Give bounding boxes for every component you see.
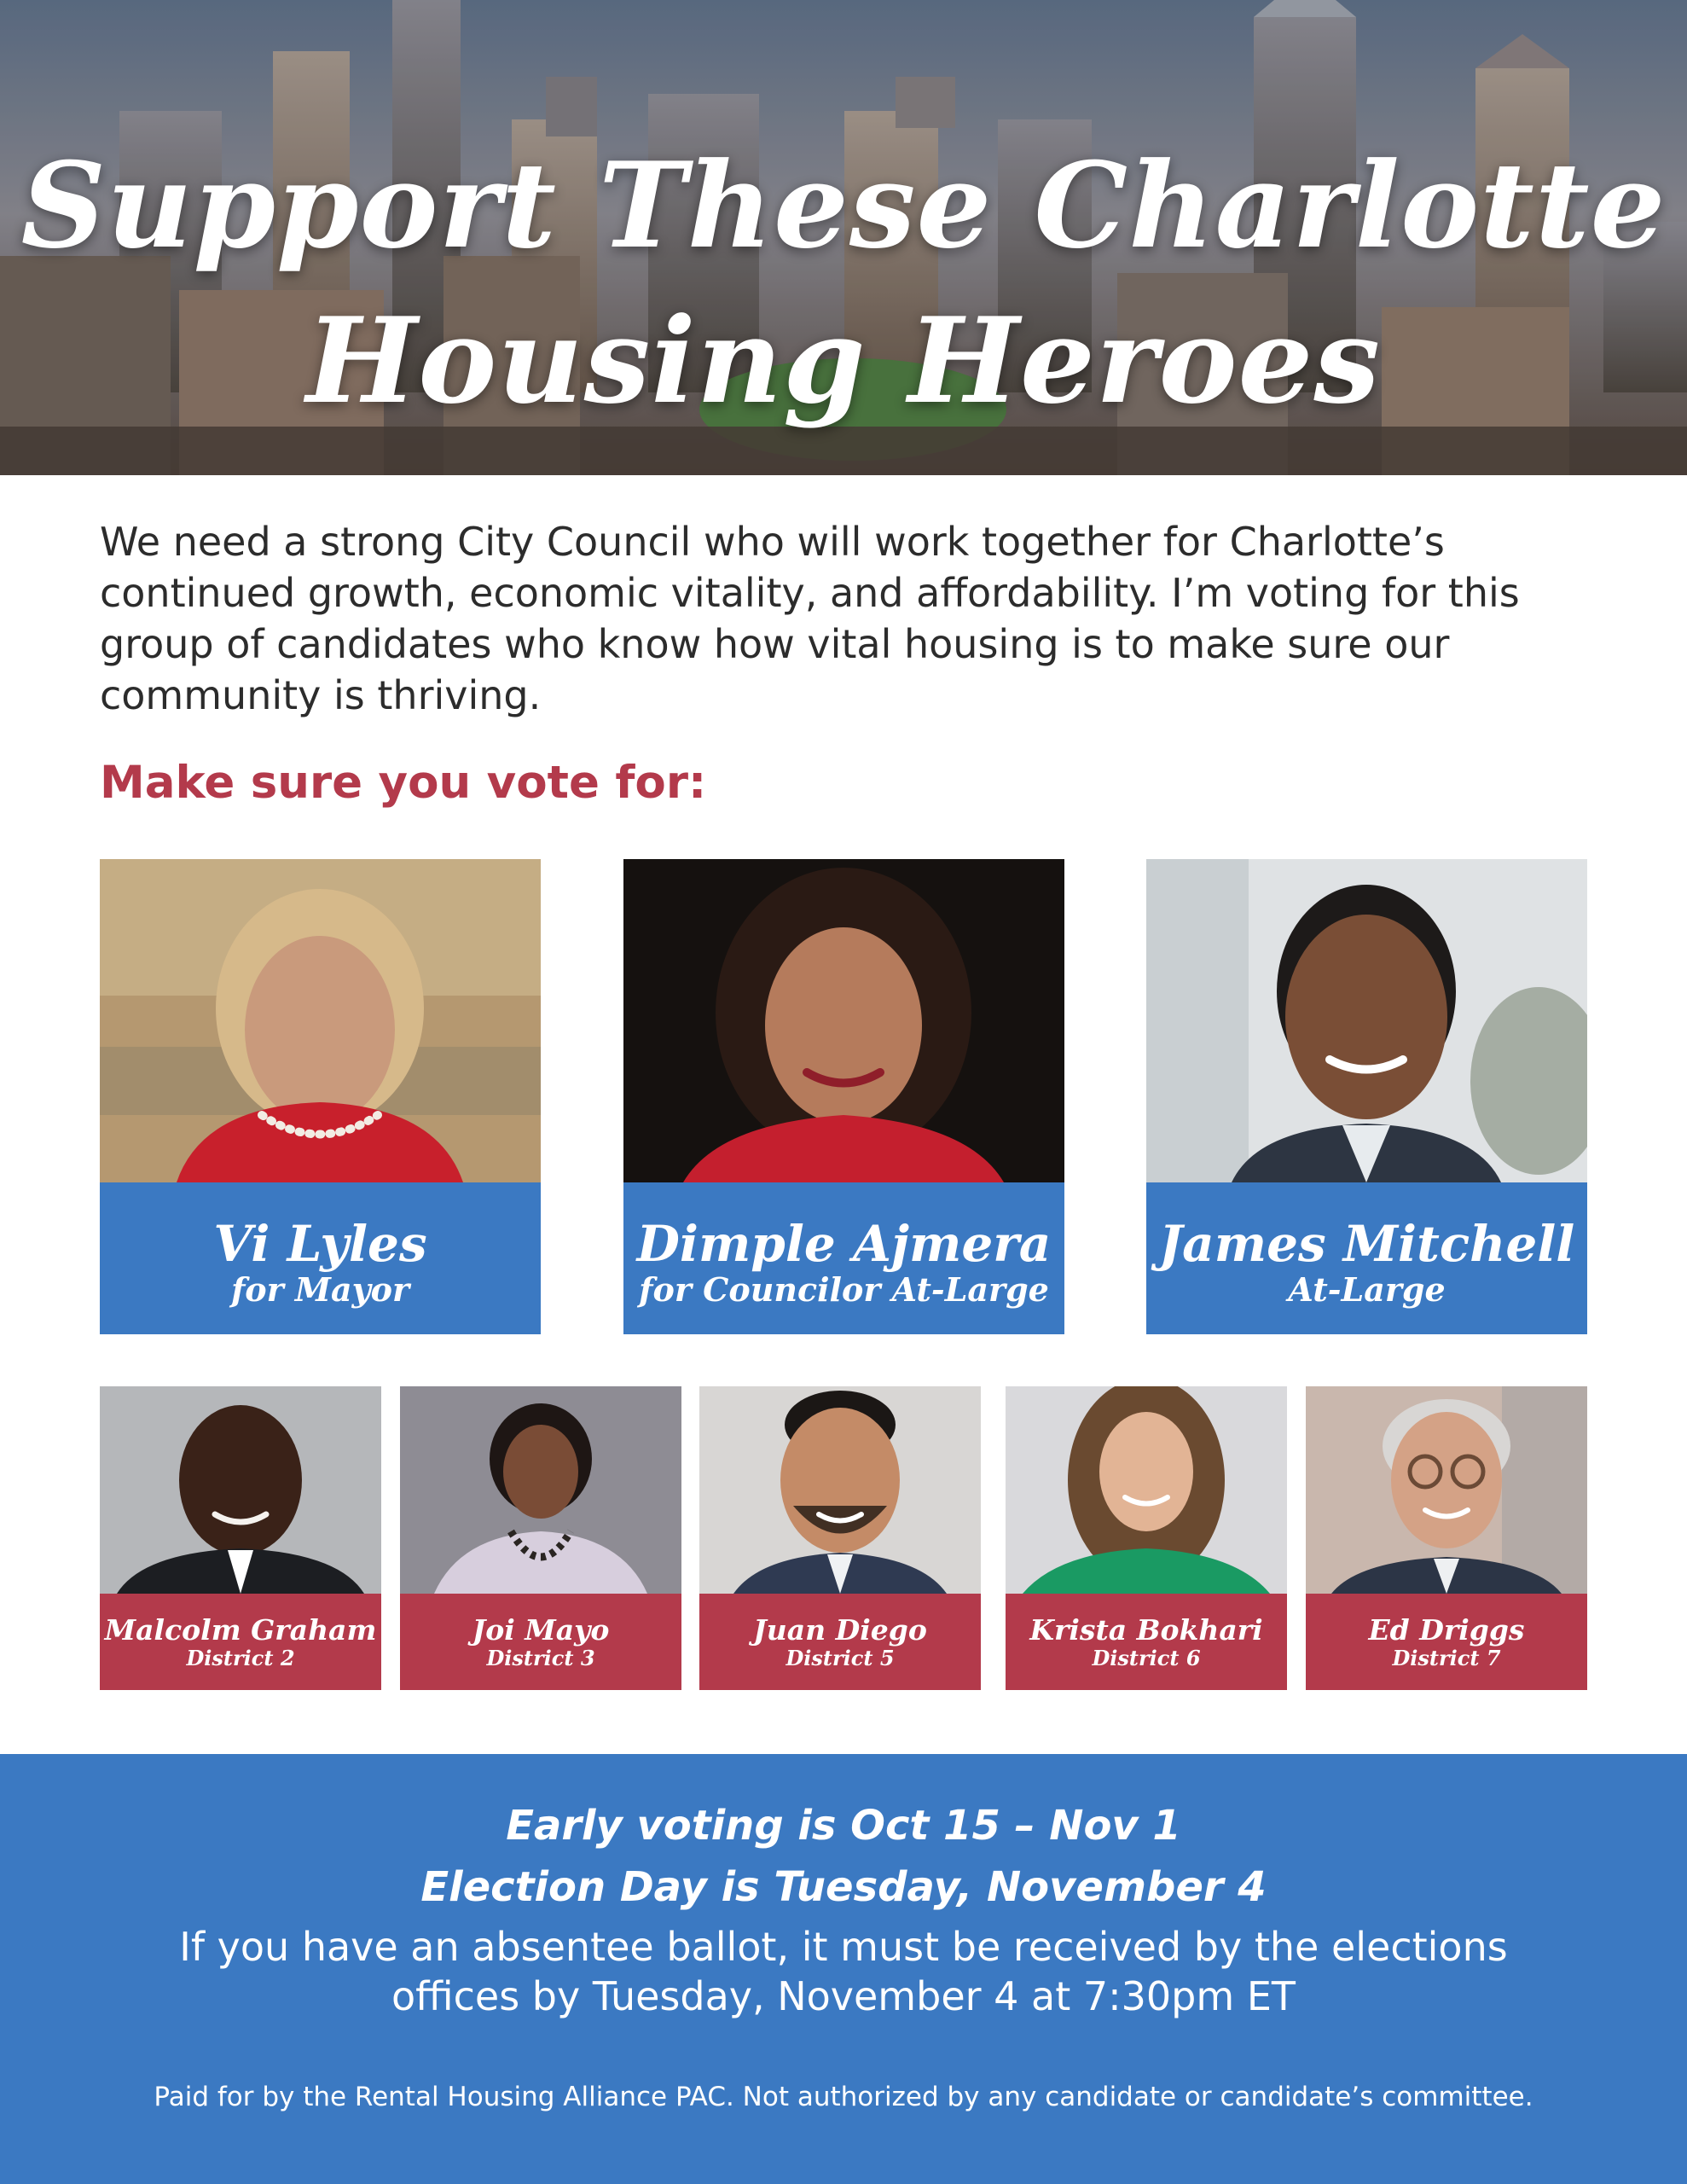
candidate-card-ed-driggs [1306, 1386, 1587, 1690]
candidate-nameplate [400, 1594, 681, 1690]
candidate-nameplate [100, 1182, 541, 1334]
candidate-name: Dimple Ajmera [636, 1215, 1052, 1273]
candidate-photo [1146, 859, 1587, 1182]
hero-banner [0, 0, 1687, 475]
candidate-card-james-mitchell [1146, 859, 1587, 1334]
candidate-name: Juan Diego [753, 1613, 927, 1647]
candidate-role: for Councilor At-Large [639, 1270, 1049, 1309]
candidate-card-juan-diego [699, 1386, 981, 1690]
candidate-name: Vi Lyles [213, 1215, 427, 1273]
candidate-role: District 3 [486, 1646, 595, 1670]
candidate-nameplate [1306, 1594, 1587, 1690]
vote-heading: Make sure you vote for: [100, 757, 707, 809]
candidate-nameplate [699, 1594, 981, 1690]
candidate-card-krista-bokhari [1006, 1386, 1287, 1690]
candidate-card-joi-mayo [400, 1386, 681, 1690]
candidate-photo [623, 859, 1064, 1182]
candidate-role: District 7 [1392, 1646, 1501, 1670]
absentee-ballot-text: If you have an absentee ballot, it must be received by the elections offices by Tuesday, November 4 at 7:30pm ET [179, 1924, 1508, 2019]
candidate-photo [100, 859, 541, 1182]
candidate-photo [1306, 1386, 1587, 1594]
candidate-role: At-Large [1288, 1270, 1446, 1309]
candidate-card-malcolm-graham [100, 1386, 381, 1690]
candidate-role: District 5 [786, 1646, 895, 1670]
candidate-photo [1006, 1386, 1287, 1594]
candidate-nameplate [1146, 1182, 1587, 1334]
candidate-name: Krista Bokhari [1029, 1613, 1263, 1647]
hero-title-line1: Support These Charlotte [20, 136, 1667, 275]
candidate-card-vi-lyles [100, 859, 541, 1334]
voting-info-footer [0, 1754, 1687, 2184]
candidate-name: Joi Mayo [472, 1613, 610, 1647]
candidate-role: District 6 [1092, 1646, 1201, 1670]
candidate-name: James Mitchell [1158, 1215, 1575, 1273]
candidate-nameplate [100, 1594, 381, 1690]
candidate-photo [400, 1386, 681, 1594]
candidate-card-dimple-ajmera [623, 859, 1064, 1334]
hero-title [0, 128, 1687, 439]
early-voting-text: Early voting is Oct 15 – Nov 1 [506, 1802, 1181, 1850]
candidate-photo [699, 1386, 981, 1594]
candidate-role: District 2 [186, 1646, 295, 1670]
election-day-text: Election Day is Tuesday, November 4 [420, 1863, 1267, 1911]
intro-paragraph: We need a strong City Council who will work together for Charlotte’s continued growth, economic vitality, and affordability. I’m voting for this group of candidates who know how vital housing is to make sure our community is thriving. [100, 519, 1520, 718]
paid-for-disclaimer: Paid for by the Rental Housing Alliance PAC. Not authorized by any candidate or candidate’s committee. [154, 2082, 1533, 2112]
candidate-role: for Mayor [230, 1270, 410, 1309]
candidate-name: Ed Driggs [1368, 1613, 1525, 1647]
candidate-nameplate [1006, 1594, 1287, 1690]
candidate-photo [100, 1386, 381, 1594]
candidate-nameplate [623, 1182, 1064, 1334]
hero-title-line2: Housing Heroes [305, 291, 1382, 430]
candidate-name: Malcolm Graham [104, 1613, 377, 1647]
